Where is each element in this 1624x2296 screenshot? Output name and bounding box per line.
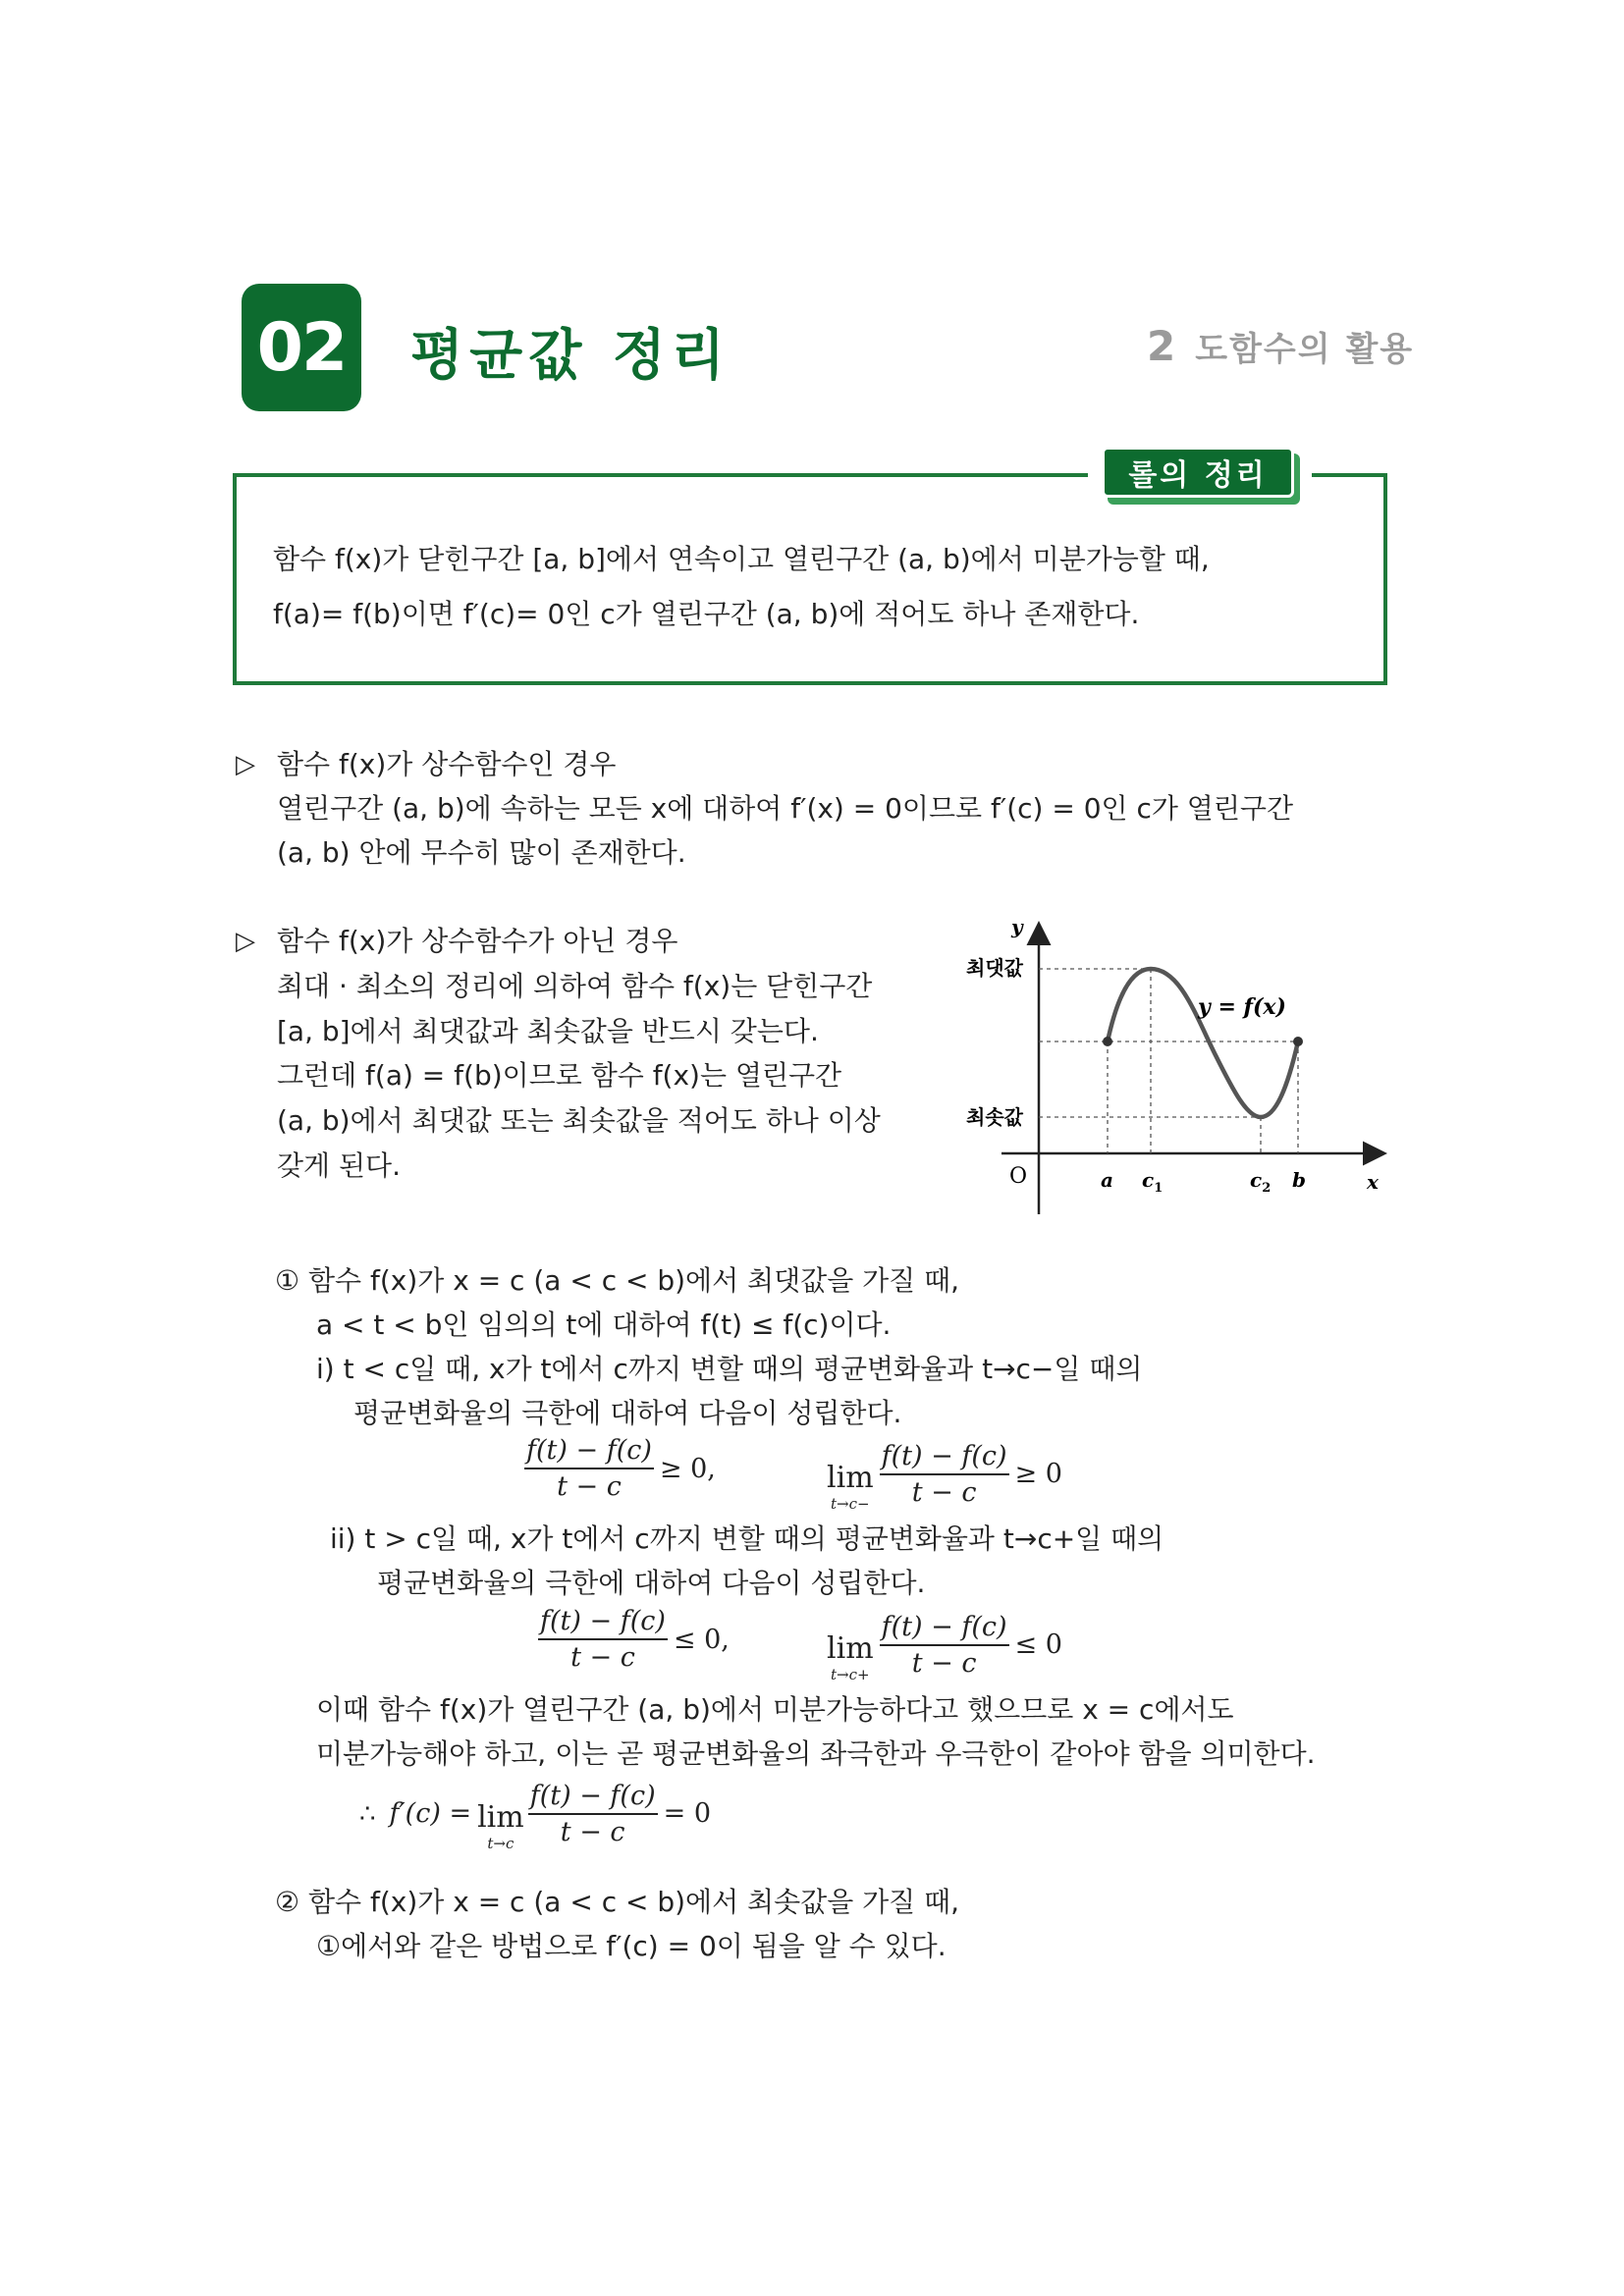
endpoint-b-dot [1293,1037,1303,1046]
tick-c2-label: $c_2$ [1250,1168,1272,1196]
formula-i-right [827,1435,1062,1513]
part1-sub-i-line-1: i) t < c일 때, x가 t에서 c까지 변할 때의 평균변화율과 t→c−일 때의 [316,1353,1143,1385]
formula-ii-right [827,1606,1062,1683]
lim-subscript-right: t→c+ [831,1666,870,1683]
rolle-graph [952,908,1394,1222]
inequality-ge0-comma: ≥ 0, [659,1453,716,1484]
chapter-heading [1147,322,1414,370]
formula-i-left [524,1435,716,1502]
min-label: 최솟값 [966,1105,1023,1129]
case1-line-1: 열린구간 (a, b)에 속하는 모든 x에 대하여 f′(x) = 0이므로 f′(c) = 0인 c가 열린구간 [277,792,1293,825]
tick-a-label: a [1101,1168,1113,1192]
case2-line-5: 갖게 된다. [277,1149,401,1182]
chapter-title: 도함수의 활용 [1195,330,1415,369]
inequality-le0: ≤ 0 [1014,1629,1062,1660]
fraction-denominator: t − c [570,1642,635,1673]
endpoint-a-dot [1103,1037,1112,1046]
fprime-text: f′(c) = [389,1798,472,1829]
part1-sub-ii-line-1: ii) t > c일 때, x가 t에서 c까지 변할 때의 평균변화율과 t→c+일 때의 [330,1522,1164,1555]
part1-sub-i-line-2: 평균변화율의 극한에 대하여 다음이 성립한다. [353,1397,902,1429]
fraction-numerator: f(t) − f(c) [538,1606,668,1640]
theorem-line-2: f(a)= f(b)이면 f′(c)= 0인 c가 열린구간 (a, b)에 적어도 하나 존재한다. [273,598,1140,630]
fraction-denominator: t − c [911,1476,977,1508]
therefore-symbol: ∴ [359,1798,376,1829]
section-number-badge: 02 [242,284,361,411]
conclusion-line-1: 이때 함수 f(x)가 열린구간 (a, b)에서 미분가능하다고 했으므로 x = c에서도 [316,1693,1234,1726]
case1-line-2: (a, b) 안에 무수히 많이 존재한다. [277,836,686,869]
lim-text: lim [477,1800,524,1835]
y-axis-label: y [1011,915,1023,938]
fraction-numerator: f(t) − f(c) [880,1612,1009,1646]
part1-line-2: a < t < b인 임의의 t에 대하여 f(t) ≤ f(c)이다. [316,1308,892,1341]
part1-sub-ii-line-2: 평균변화율의 극한에 대하여 다음이 성립한다. [377,1567,926,1599]
therefore-formula [359,1775,711,1852]
max-label: 최댓값 [966,956,1023,980]
inequality-le0-comma: ≤ 0, [673,1624,730,1655]
case2-bullet: ▷ [236,927,255,956]
theorem-line-1: 함수 f(x)가 닫힌구간 [a, b]에서 연속이고 열린구간 (a, b)에서 미분가능할 때, [273,543,1210,575]
tick-b-label: b [1292,1168,1306,1192]
x-axis-label: x [1367,1170,1379,1194]
lim-subscript-left: t→c− [831,1495,870,1513]
case2-line-3: 그런데 f(a) = f(b)이므로 함수 f(x)는 열린구간 [277,1059,842,1092]
case2-line-1: 최대 · 최소의 정리에 의하여 함수 f(x)는 닫힌구간 [277,970,873,1002]
case2-line-4: (a, b)에서 최댓값 또는 최솟값을 적어도 하나 이상 [277,1104,881,1137]
origin-label: O [1009,1164,1028,1189]
part2-line-2: ①에서와 같은 방법으로 f′(c) = 0이 됨을 알 수 있다. [316,1930,947,1962]
part1-line-1: ① 함수 f(x)가 x = c (a < c < b)에서 최댓값을 가질 때, [275,1264,960,1297]
curve-label: y = f(x) [1198,994,1286,1020]
fraction-numerator: f(t) − f(c) [528,1781,658,1815]
case1-heading: 함수 f(x)가 상수함수인 경우 [277,748,617,780]
fraction-denominator: t − c [557,1471,622,1502]
fraction-denominator: t − c [911,1647,977,1679]
curve-f [1108,969,1298,1117]
fraction-numerator: f(t) − f(c) [880,1441,1009,1475]
lim-subscript-both: t→c [487,1835,514,1852]
chapter-number: 2 [1147,322,1178,370]
lim-text: lim [827,1631,874,1666]
lim-text: lim [827,1461,874,1495]
tick-c1-label: $c_1$ [1142,1168,1164,1196]
inequality-ge0: ≥ 0 [1014,1459,1062,1489]
case2-line-2: [a, b]에서 최댓값과 최솟값을 반드시 갖는다. [277,1015,819,1047]
fraction-denominator: t − c [560,1816,625,1847]
equals-zero: = 0 [663,1798,711,1829]
conclusion-line-2: 미분가능해야 하고, 이는 곧 평균변화율의 좌극한과 우극한이 같아야 함을 의미한다. [316,1737,1316,1770]
part2-line-1: ② 함수 f(x)가 x = c (a < c < b)에서 최솟값을 가질 때, [275,1886,960,1918]
case1-bullet: ▷ [236,750,255,779]
case2-heading: 함수 f(x)가 상수함수가 아닌 경우 [277,925,678,957]
formula-ii-left [538,1606,730,1673]
fraction-numerator: f(t) − f(c) [524,1435,654,1469]
theorem-tag: 롤의 정리 [1102,447,1294,498]
section-title: 평균값 정리 [410,324,731,388]
